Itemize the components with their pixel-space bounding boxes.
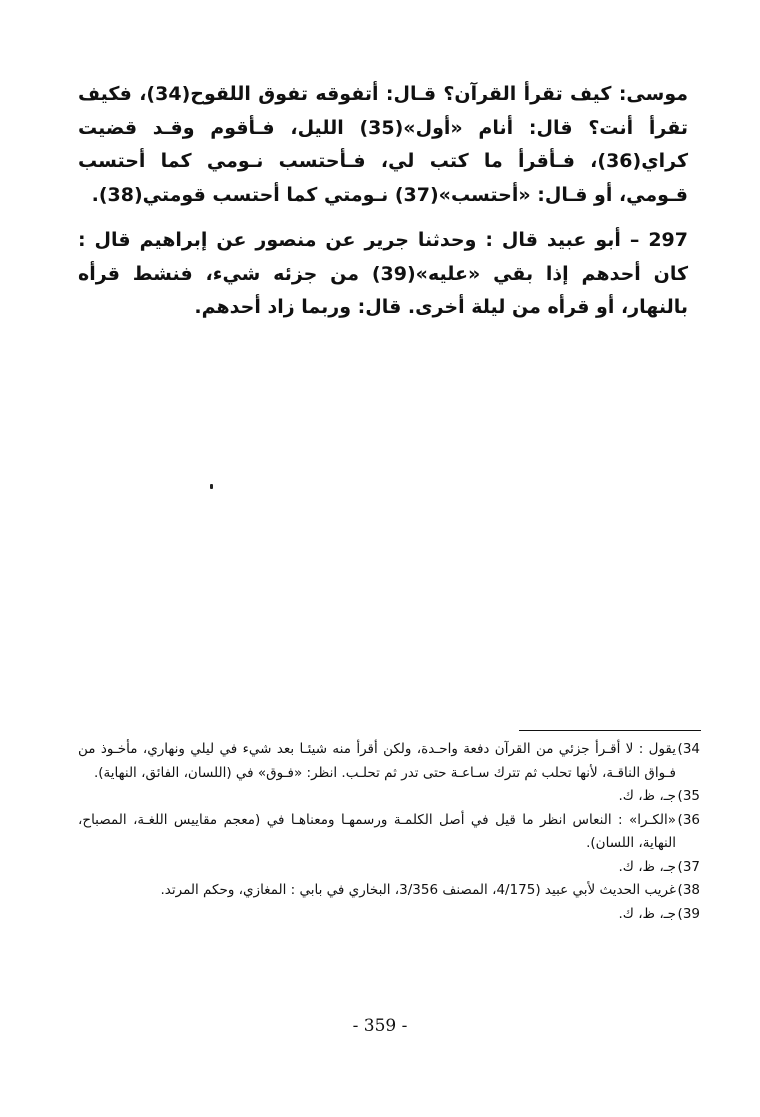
footnote-number: 37) bbox=[677, 858, 700, 875]
footnote-text: جـ، ظ، ك. bbox=[618, 788, 676, 804]
footnote-37 bbox=[78, 856, 700, 880]
footnote-38 bbox=[78, 879, 700, 903]
footnote-number: 35) bbox=[677, 788, 700, 804]
footnote-text: يقول : لا أقـرأ جزئي من القرآن دفعة واحـدة، ولكن أقرأ منه شيئـا بعد شيء في ليلي ونهاري، مأخـوذ من فـواق الناقـة، لأنها تحلب ثم تترك سـاعـة حتى تدر ثم تحلـب. انظر: «فـوق» في (اللسان، الفائق، النهاية). bbox=[78, 741, 676, 781]
main-text bbox=[78, 78, 688, 325]
scan-speck bbox=[210, 484, 213, 489]
footnote-number: 36) bbox=[677, 811, 700, 828]
page-number: - 359 - bbox=[352, 1016, 408, 1036]
footnote-number: 34) bbox=[677, 741, 700, 757]
footnote-number: 38) bbox=[677, 882, 700, 898]
footnote-number: 39) bbox=[677, 905, 700, 922]
paragraph-2: 297 – أبو عبيد قال : وحدثنا جرير عن منصور عن إبراهيم قال : كان أحدهم إذا بقي «عليه»(39) من جزئه شيء، فنشط قرأه بالنهار، أو قرأه من ليلة أخرى. قال: وربما زاد أحدهم. bbox=[78, 229, 688, 318]
paragraph-1: موسى: كيف تقرأ القرآن؟ قـال: أتفوقه تفوق اللقوح(34)، فكيف تقرأ أنت؟ قال: أنام «أول»(35) الليل، فـأقوم وقـد قضيت كراي(36)، فـأقرأ ما كتب لي، فـأحتسب نـومي كما أحتسب قـومي، أو قـال: «أحتسب»(37) نـومتي كما أحتسب قومتي(38). bbox=[78, 83, 688, 206]
footnote-separator bbox=[519, 730, 701, 731]
footnote-34 bbox=[78, 738, 700, 785]
footnote-36 bbox=[78, 809, 700, 856]
footnote-39 bbox=[78, 903, 700, 927]
footnote-text: «الكـرا» : النعاس انظر ما قيل في أصل الكلمـة ورسمهـا ومعناهـا في (معجم مقاييس اللغـة، المصباح، النهاية، اللسان). bbox=[78, 811, 676, 851]
footnote-text: غريب الحديث لأبي عبيد (4/175، المصنف 3/356، البخاري في بابي : المغازي، وحكم المرتد. bbox=[160, 882, 676, 898]
footnote-35 bbox=[78, 785, 700, 809]
footnote-text: جـ، ظ، ك. bbox=[618, 858, 676, 875]
footnotes bbox=[78, 738, 700, 926]
footnote-text: جـ، ظ، ك. bbox=[618, 905, 676, 922]
